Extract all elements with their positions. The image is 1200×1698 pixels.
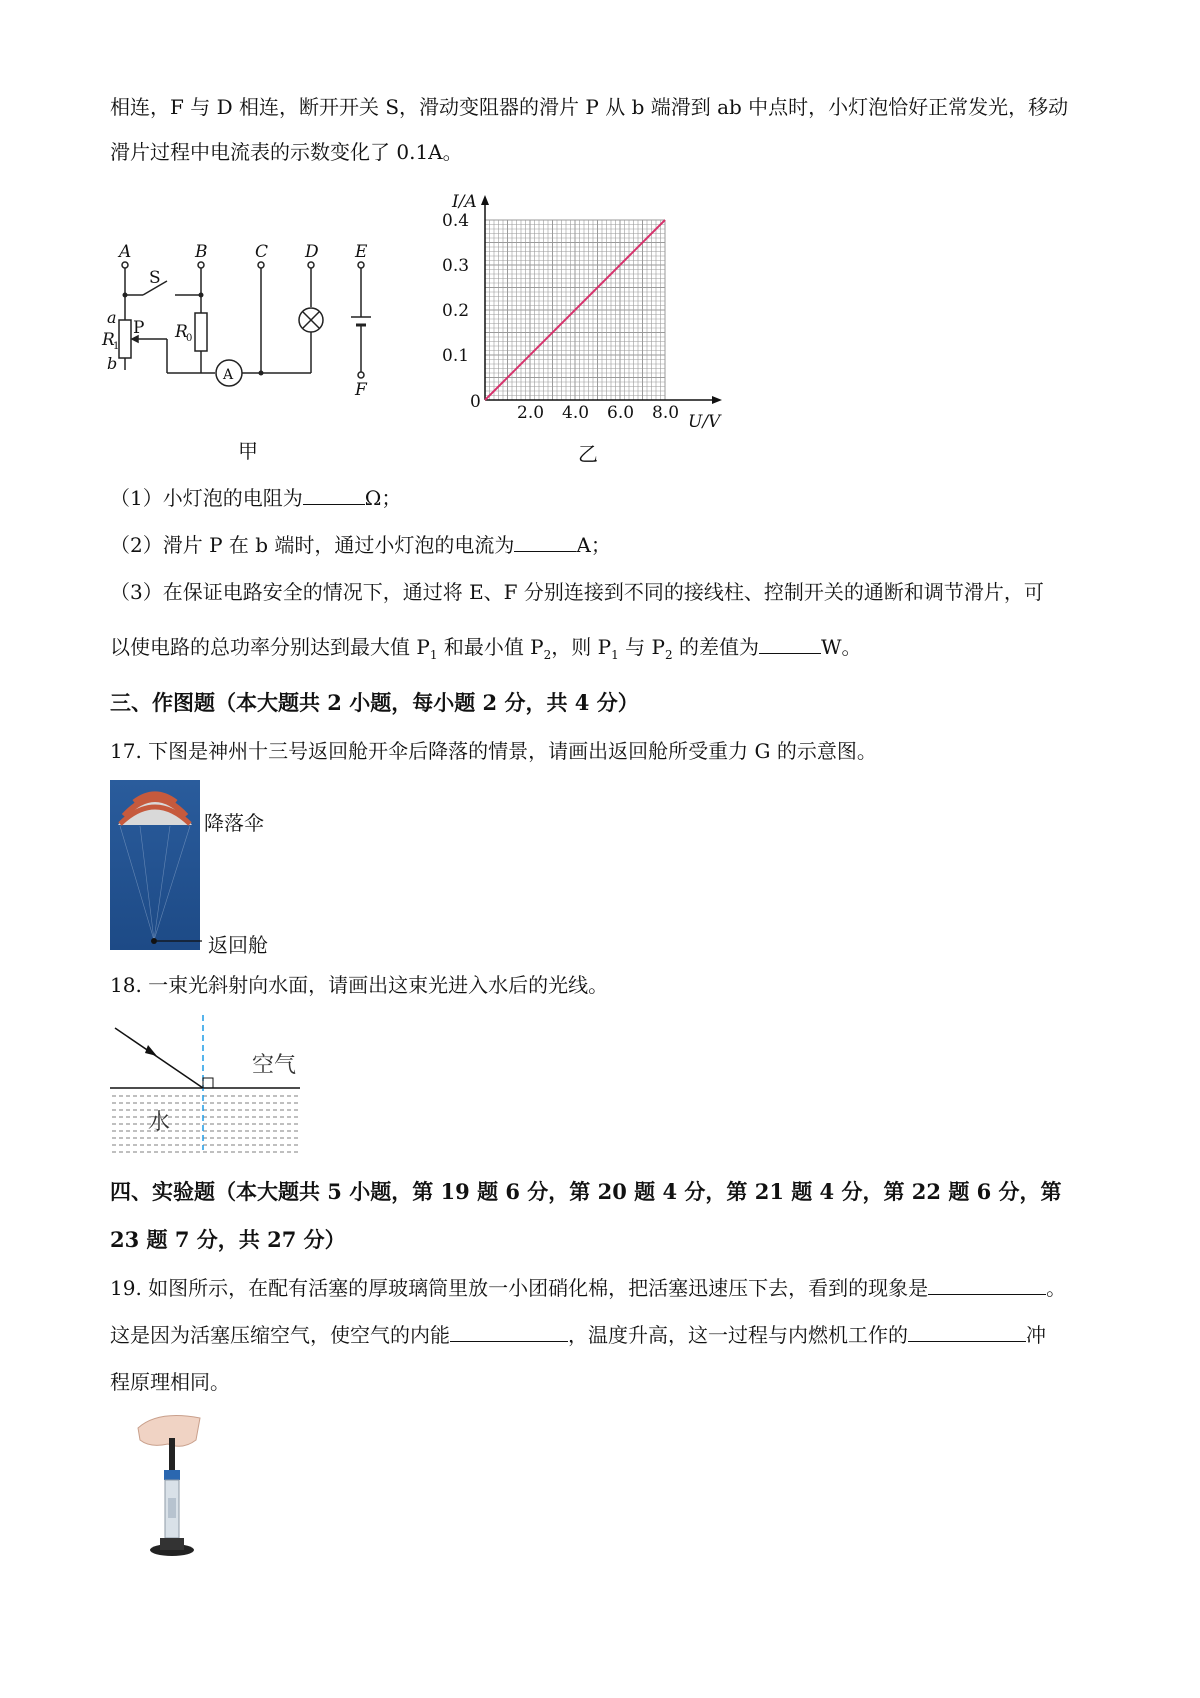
question-18: 18. 一束光斜射向水面，请画出这束光进入水后的光线。 (110, 973, 609, 997)
terminal-e-label: E (355, 242, 368, 262)
x-tick-label: 8.0 (652, 403, 680, 423)
y-axis-label: I/A (452, 192, 477, 212)
q3-answer-blank[interactable] (759, 633, 821, 654)
q2-answer-blank[interactable] (514, 531, 576, 552)
circuit-diagram (102, 242, 405, 425)
r0-sub: 0 (186, 333, 193, 344)
question-3-line-2 (110, 632, 862, 670)
origin-label: 0 (470, 392, 481, 412)
x-tick-label: 6.0 (607, 403, 635, 423)
question-17: 17. 下图是神州十三号返回舱开伞后降落的情景，请画出返回舱所受重力 G 的示意图。 (110, 739, 877, 763)
piston-cylinder-image (128, 1410, 218, 1560)
q3-sub-2b: 2 (664, 648, 673, 662)
q3-sub-1b: 1 (611, 648, 619, 662)
q3-unit: W。 (820, 635, 862, 659)
y-tick-label: 0.1 (442, 346, 470, 366)
air-label: 空气 (252, 1053, 297, 1078)
q19-blank-1[interactable] (928, 1274, 1046, 1295)
section-3-title: 三、作图题（本大题共 2 小题，每小题 2 分，共 4 分） (110, 690, 639, 715)
terminal-b-label: B (195, 242, 208, 262)
end-a-label: a (107, 308, 117, 327)
question-2 (110, 530, 611, 560)
iv-graph (440, 192, 740, 445)
question-19-line-3: 程原理相同。 (110, 1370, 230, 1394)
q3-part-b: 和最小值 P (443, 635, 544, 659)
question-19-line-1 (110, 1273, 1066, 1303)
section-4-title-line-1: 四、实验题（本大题共 5 小题，第 19 题 6 分，第 20 题 4 分，第 21 题 4 分，第 22 题 6 分，第 (110, 1179, 1062, 1204)
graph-caption: 乙 (578, 442, 598, 466)
x-tick-label: 4.0 (562, 403, 590, 423)
parachute-label: 降落伞 (204, 811, 264, 835)
y-tick-label: 0.3 (442, 256, 470, 276)
switch-label: S (149, 268, 161, 288)
q3-part-c: ，则 P (551, 635, 612, 659)
capsule-label: 返回舱 (208, 933, 268, 957)
x-axis-label: U/V (688, 412, 721, 432)
q1-text: （1）小灯泡的电阻为 (110, 486, 303, 510)
y-tick-label: 0.4 (442, 211, 470, 231)
section-4-title-line-2: 23 题 7 分，共 27 分） (110, 1227, 346, 1252)
terminal-d-label: D (305, 242, 319, 262)
terminal-c-label: C (255, 242, 269, 262)
q3-sub-2: 2 (543, 648, 552, 662)
q19-period: 。 (1046, 1276, 1067, 1300)
question-19-line-2 (110, 1320, 1046, 1350)
light-refraction-diagram (110, 1010, 310, 1160)
intro-line-1: 相连，F 与 D 相连，断开开关 S，滑动变阻器的滑片 P 从 b 端滑到 ab 中点时，小灯泡恰好正常发光，移动 (110, 95, 1069, 119)
q3-sub-1: 1 (429, 648, 438, 662)
question-1 (110, 483, 401, 513)
q19-part-a: 这是因为活塞压缩空气，使空气的内能 (110, 1323, 450, 1347)
r1-sub: 1 (113, 341, 120, 352)
q1-answer-blank[interactable] (303, 484, 365, 505)
q3-part-a: 以使电路的总功率分别达到最大值 P (110, 635, 430, 659)
intro-line-2: 滑片过程中电流表的示数变化了 0.1A。 (110, 140, 463, 164)
slider-label: P (133, 318, 145, 338)
q3-part-d: 与 P (625, 635, 665, 659)
question-3-line-1: （3）在保证电路安全的情况下，通过将 E、F 分别连接到不同的接线柱、控制开关的通断和调节滑片，可 (110, 580, 1044, 604)
q3-part-e: 的差值为 (678, 635, 759, 659)
q19-blank-3[interactable] (908, 1321, 1026, 1342)
terminal-f-label: F (355, 380, 367, 400)
q19-blank-2[interactable] (450, 1321, 568, 1342)
x-tick-label: 2.0 (517, 403, 545, 423)
q2-text: （2）滑片 P 在 b 端时，通过小灯泡的电流为 (110, 533, 515, 557)
y-tick-label: 0.2 (442, 301, 470, 321)
q19-part-b: ，温度升高，这一过程与内燃机工作的 (568, 1323, 908, 1347)
q19-text: 19. 如图所示，在配有活塞的厚玻璃筒里放一小团硝化棉，把活塞迅速压下去，看到的现象是 (110, 1276, 929, 1300)
water-label: 水 (148, 1110, 171, 1135)
end-b-label: b (107, 354, 118, 373)
r1-label: R (102, 330, 115, 350)
terminal-a-label: A (119, 242, 132, 262)
q1-unit: Ω； (364, 486, 402, 510)
q2-unit: A； (576, 533, 611, 557)
r0-label: R (175, 322, 188, 342)
ammeter-label: A (223, 367, 234, 383)
q19-part-c: 冲 (1026, 1323, 1046, 1347)
circuit-caption: 甲 (238, 439, 258, 463)
